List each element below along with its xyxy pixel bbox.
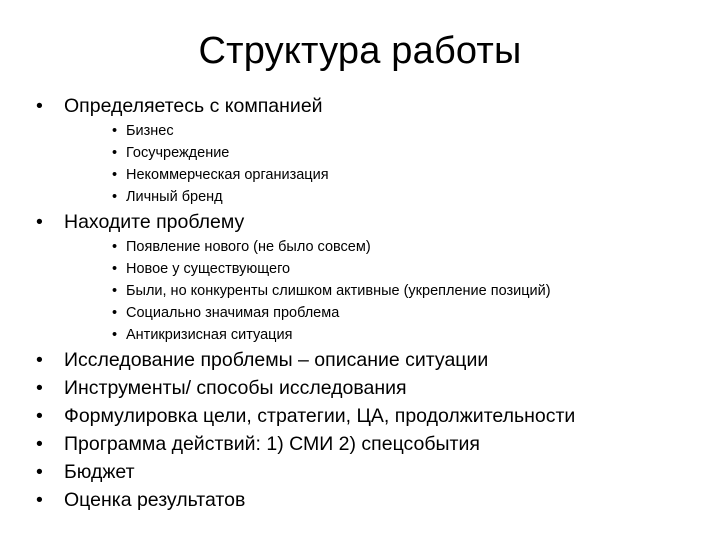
list-item-text: Исследование проблемы – описание ситуации: [64, 349, 489, 371]
bullet-icon: •: [36, 489, 43, 511]
bullet-list: [36, 94, 696, 512]
slide-title: Структура работы: [198, 30, 522, 72]
sub-list-item-text: Некоммерческая организация: [126, 167, 329, 183]
bullet-icon: •: [36, 377, 43, 399]
sub-list-item-text: Новое у существующего: [126, 261, 291, 277]
sub-list-item: [112, 238, 696, 256]
list-item-text: Определяетесь с компанией: [64, 95, 323, 117]
bullet-icon: •: [112, 123, 118, 139]
sub-list-item-text: Личный бренд: [126, 189, 223, 205]
sub-list-item-text: Бизнес: [126, 123, 174, 139]
sub-list-item: [112, 304, 696, 322]
list-item-text: Находите проблему: [64, 211, 245, 233]
bullet-icon: •: [36, 405, 43, 427]
bullet-icon: •: [112, 167, 118, 183]
bullet-icon: •: [36, 211, 43, 233]
sub-list-item: [112, 260, 696, 278]
sub-list-item: [112, 282, 696, 300]
bullet-icon: •: [36, 461, 43, 483]
list-item: [36, 488, 696, 512]
list-item: [36, 376, 696, 400]
bullet-icon: •: [36, 349, 43, 371]
bullet-icon: •: [112, 261, 118, 277]
list-item-text: Оценка результатов: [64, 489, 246, 511]
bullet-icon: •: [112, 327, 118, 343]
list-item: [36, 404, 696, 428]
sub-list-item-text: Госучреждение: [126, 145, 230, 161]
list-item-text: Программа действий: 1) СМИ 2) спецсобытия: [64, 433, 480, 455]
sub-list-item-text: Появление нового (не было совсем): [126, 239, 371, 255]
bullet-icon: •: [36, 95, 43, 117]
bullet-icon: •: [112, 305, 118, 321]
list-item-text: Бюджет: [64, 461, 135, 483]
list-item: [36, 460, 696, 484]
bullet-icon: •: [36, 433, 43, 455]
list-item: [36, 94, 696, 206]
bullet-icon: •: [112, 145, 118, 161]
list-item: [36, 210, 696, 344]
list-item-text: Формулировка цели, стратегии, ЦА, продолжительности: [64, 405, 576, 427]
sub-list-item-text: Социально значимая проблема: [126, 305, 340, 321]
slide-content: [36, 94, 696, 516]
list-item-text: Инструменты/ способы исследования: [64, 377, 407, 399]
sub-list-item: [112, 166, 696, 184]
bullet-icon: •: [112, 239, 118, 255]
sub-list-item: [112, 144, 696, 162]
sub-list-item: [112, 122, 696, 140]
sub-list-item-text: Антикризисная ситуация: [126, 327, 293, 343]
sub-list-item: [112, 188, 696, 206]
sub-list-item: [112, 326, 696, 344]
sub-bullet-list: [64, 122, 696, 206]
bullet-icon: •: [112, 189, 118, 205]
bullet-icon: •: [112, 283, 118, 299]
list-item: [36, 348, 696, 372]
sub-list-item-text: Были, но конкуренты слишком активные (укрепление позиций): [126, 283, 551, 299]
sub-bullet-list: [64, 238, 696, 344]
list-item: [36, 432, 696, 456]
